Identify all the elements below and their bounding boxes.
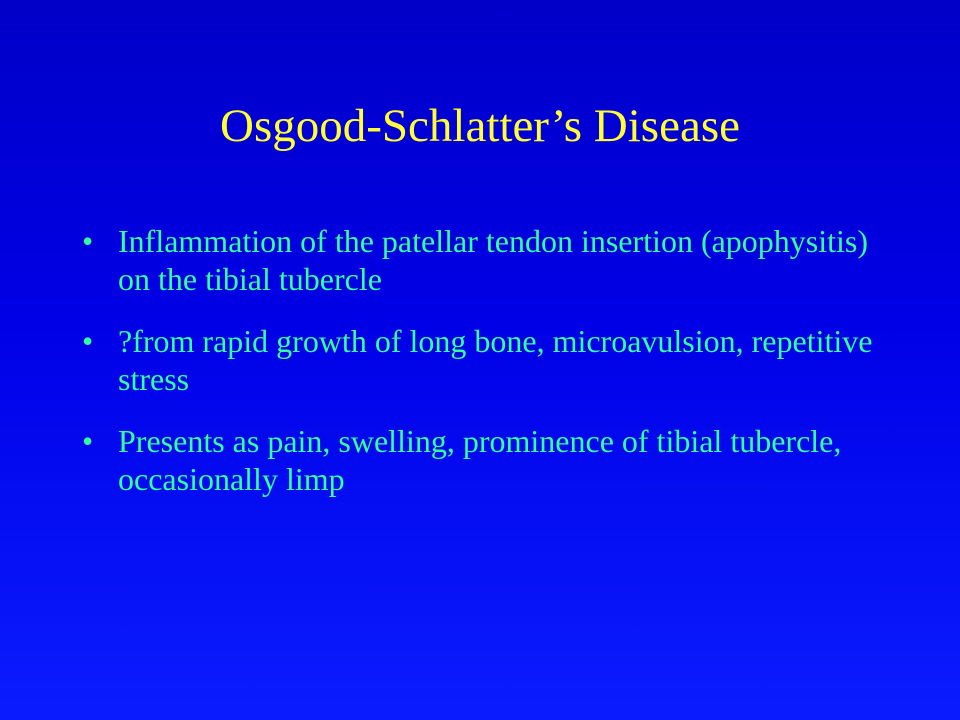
bullet-item-presentation: [82, 422, 882, 498]
bullet-item-cause: [82, 322, 882, 398]
bullet-list: [82, 222, 882, 522]
bullet-text: ?from rapid growth of long bone, microavulsion, repetitive stress: [118, 323, 873, 397]
bullet-item-inflammation: [82, 222, 882, 298]
slide-title: Osgood-Schlatter’s Disease: [220, 100, 740, 152]
bullet-text: Inflammation of the patellar tendon insertion (apophysitis) on the tibial tubercle: [118, 223, 869, 297]
bullet-marker: •: [82, 423, 94, 459]
bullet-marker: •: [82, 223, 94, 259]
bullet-marker: •: [82, 323, 94, 359]
bullet-text: Presents as pain, swelling, prominence of tibial tubercle, occasionally limp: [118, 423, 842, 497]
